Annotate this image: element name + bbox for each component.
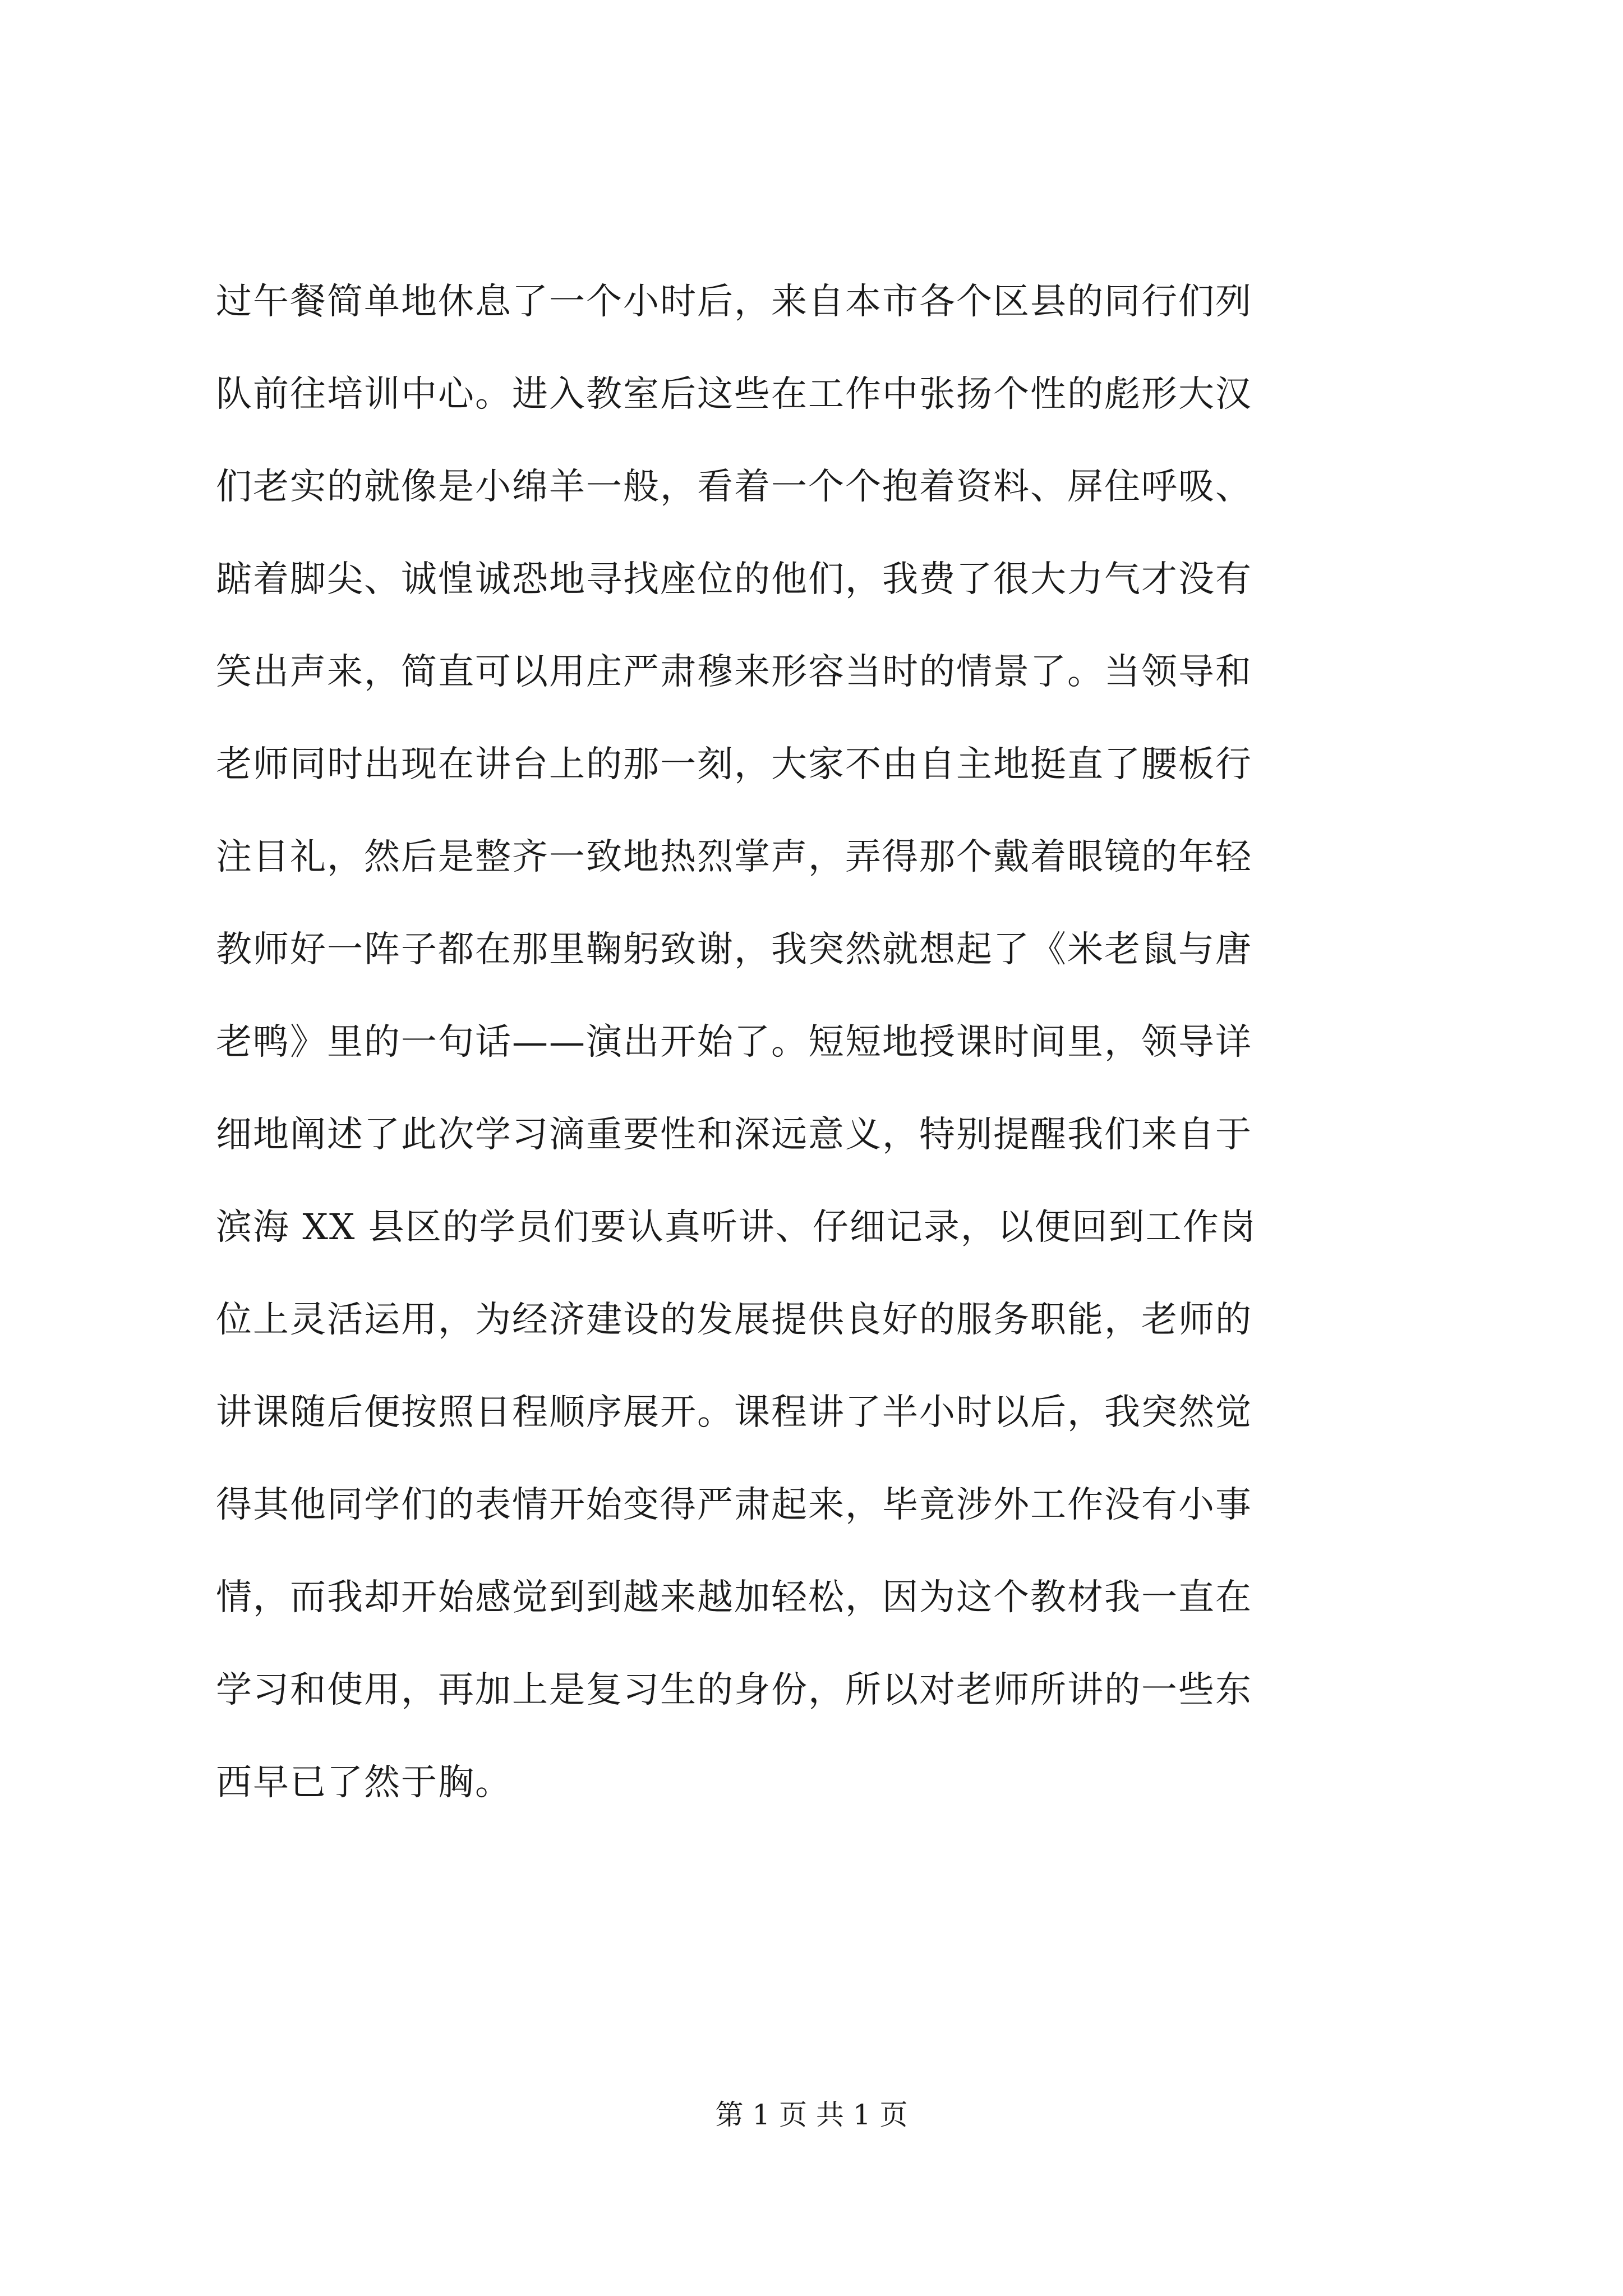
paragraph-line: 笑出声来，简直可以用庄严肃穆来形容当时的情景了。当领导和 (216, 651, 1252, 693)
paragraph-line: 情，而我却开始感觉到到越来越加轻松，因为这个教材我一直在 (216, 1577, 1252, 1618)
page-footer: 第 1 页 共 1 页 (715, 2099, 908, 2131)
paragraph-line: 得其他同学们的表情开始变得严肃起来，毕竟涉外工作没有小事 (216, 1484, 1252, 1526)
paragraph-line: 老鸭》里的一句话——演出开始了。短短地授课时间里，领导详 (216, 1022, 1252, 1063)
paragraph-line: 踮着脚尖、诚惶诚恐地寻找座位的他们，我费了很大力气才没有 (216, 559, 1252, 600)
paragraph-line: 教师好一阵子都在那里鞠躬致谢，我突然就想起了《米老鼠与唐 (216, 929, 1252, 970)
paragraph-line: 细地阐述了此次学习滴重要性和深远意义，特别提醒我们来自于 (216, 1114, 1252, 1156)
paragraph-line: 注目礼，然后是整齐一致地热烈掌声，弄得那个戴着眼镜的年轻 (216, 836, 1252, 878)
paragraph-line: 滨海 XX 县区的学员们要认真听讲、仔细记录，以便回到工作岗 (216, 1207, 1257, 1248)
paragraph-line: 学习和使用，再加上是复习生的身份，所以对老师所讲的一些东 (216, 1669, 1252, 1711)
paragraph-line: 过午餐简单地休息了一个小时后，来自本市各个区县的同行们列 (216, 281, 1252, 323)
paragraph-line: 队前往培训中心。进入教室后这些在工作中张扬个性的彪形大汉 (216, 374, 1252, 415)
paragraph-line: 们老实的就像是小绵羊一般，看着一个个抱着资料、屏住呼吸、 (216, 466, 1252, 508)
paragraph-line: 位上灵活运用，为经济建设的发展提供良好的服务职能，老师的 (216, 1299, 1252, 1341)
paragraph-line: 老师同时出现在讲台上的那一刻，大家不由自主地挺直了腰板行 (216, 744, 1252, 785)
paragraph-line: 讲课随后便按照日程顺序展开。课程讲了半小时以后，我突然觉 (216, 1392, 1252, 1433)
paragraph-line: 西早已了然于胸。 (216, 1762, 512, 1803)
